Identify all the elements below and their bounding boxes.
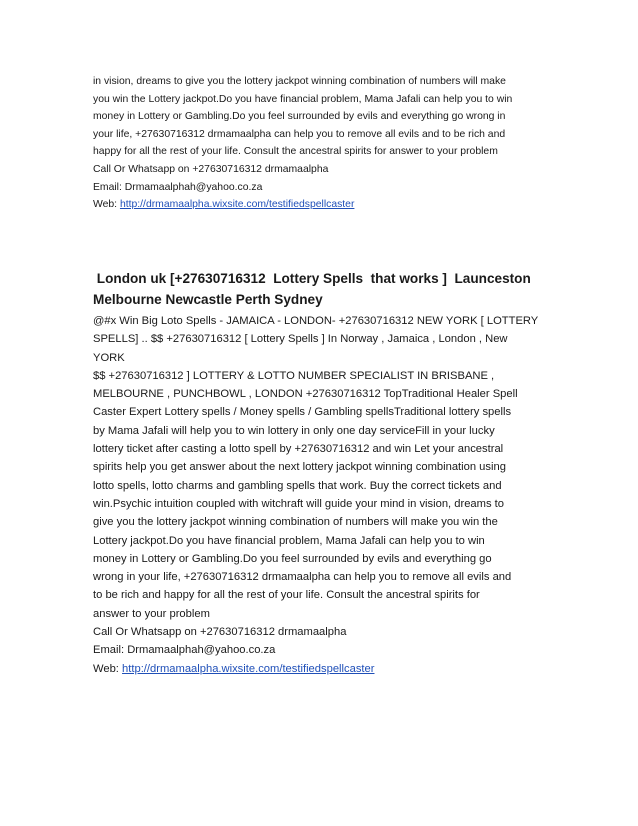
website-link[interactable]: http://drmamaalpha.wixsite.com/testifiedspellcaster — [122, 662, 375, 675]
paragraph-line: money in Lottery or Gambling.Do you feel surrounded by evils and everything go — [93, 552, 492, 565]
contact-phone-line: Call Or Whatsapp on +27630716312 drmamaalpha — [93, 163, 329, 175]
web-label: Web: — [93, 199, 120, 211]
paragraph-line: you win the Lottery jackpot.Do you have financial problem, Mama Jafali can help you to win — [93, 93, 513, 105]
paragraph-line: to be rich and happy for all the rest of your life. Consult the ancestral spirits for — [93, 589, 480, 602]
heading-line: London uk [+27630716312 Lottery Spells that works ] Launceston — [93, 271, 531, 286]
website-link[interactable]: http://drmamaalpha.wixsite.com/testifiedspellcaster — [119, 199, 355, 211]
contact-email-line: Email: Drmamaalphah@yahoo.co.za — [93, 181, 263, 193]
paragraph-line: @#x Win Big Loto Spells - JAMAICA - LONDON- +27630716312 NEW YORK [ LOTTERY — [93, 315, 539, 327]
article-block — [93, 268, 563, 678]
paragraph-line: money in Lottery or Gambling.Do you feel surrounded by evils and everything go wrong in — [93, 111, 506, 123]
paragraph-line: MELBOURNE , PUNCHBOWL , LONDON +27630716312 TopTraditional Healer Spell — [93, 388, 518, 401]
contact-phone-line: Call Or Whatsapp on +27630716312 drmamaalpha — [93, 626, 347, 639]
paragraph-line: spirits help you get answer about the next lottery jackpot winning combination using — [93, 461, 506, 474]
web-line — [93, 196, 553, 214]
paragraph-line: Lottery jackpot.Do you have financial problem, Mama Jafali can help you to win — [93, 534, 485, 547]
contact-email-line: Email: Drmamaalphah@yahoo.co.za — [93, 644, 276, 657]
paragraph-line: $$ +27630716312 ] LOTTERY & LOTTO NUMBER SPECIALIST IN BRISBANE , — [93, 369, 495, 382]
heading-line: Melbourne Newcastle Perth Sydney — [93, 292, 323, 307]
paragraph-line: YORK — [93, 351, 125, 364]
paragraph-line: by Mama Jafali will help you to win lottery in only one day serviceFill in your lucky — [93, 424, 495, 437]
paragraph-line: your life, +27630716312 drmamaalpha can help you to remove all evils and to be rich and — [93, 128, 506, 140]
paragraph-line: wrong in your life, +27630716312 drmamaalpha can help you to remove all evils and — [93, 571, 512, 584]
paragraph-line: happy for all the rest of your life. Consult the ancestral spirits for answer to your problem — [93, 146, 498, 158]
paragraph-line: give you the lottery jackpot winning combination of numbers will make you win the — [93, 516, 498, 529]
paragraph-line: in vision, dreams to give you the lottery jackpot winning combination of numbers will make — [93, 76, 506, 87]
web-line — [93, 660, 563, 678]
article-body — [93, 312, 563, 678]
article-heading — [93, 268, 563, 310]
paragraph-line: win.Psychic intuition coupled with witchraft will guide your mind in vision, dreams to — [93, 497, 505, 510]
text-block-top — [93, 73, 553, 214]
paragraph-line: Caster Expert Lottery spells / Money spells / Gambling spellsTraditional lottery spells — [93, 406, 512, 419]
paragraph-line: lottery ticket after casting a lotto spell by +27630716312 and win Let your ancestral — [93, 443, 504, 456]
paragraph-line: lotto spells, lotto charms and gambling spells that work. Buy the correct tickets and — [93, 479, 502, 492]
paragraph-line: SPELLS] .. $$ +27630716312 [ Lottery Spells ] In Norway , Jamaica , London , New — [93, 333, 508, 346]
web-label: Web: — [93, 662, 123, 675]
paragraph-line: answer to your problem — [93, 607, 210, 620]
